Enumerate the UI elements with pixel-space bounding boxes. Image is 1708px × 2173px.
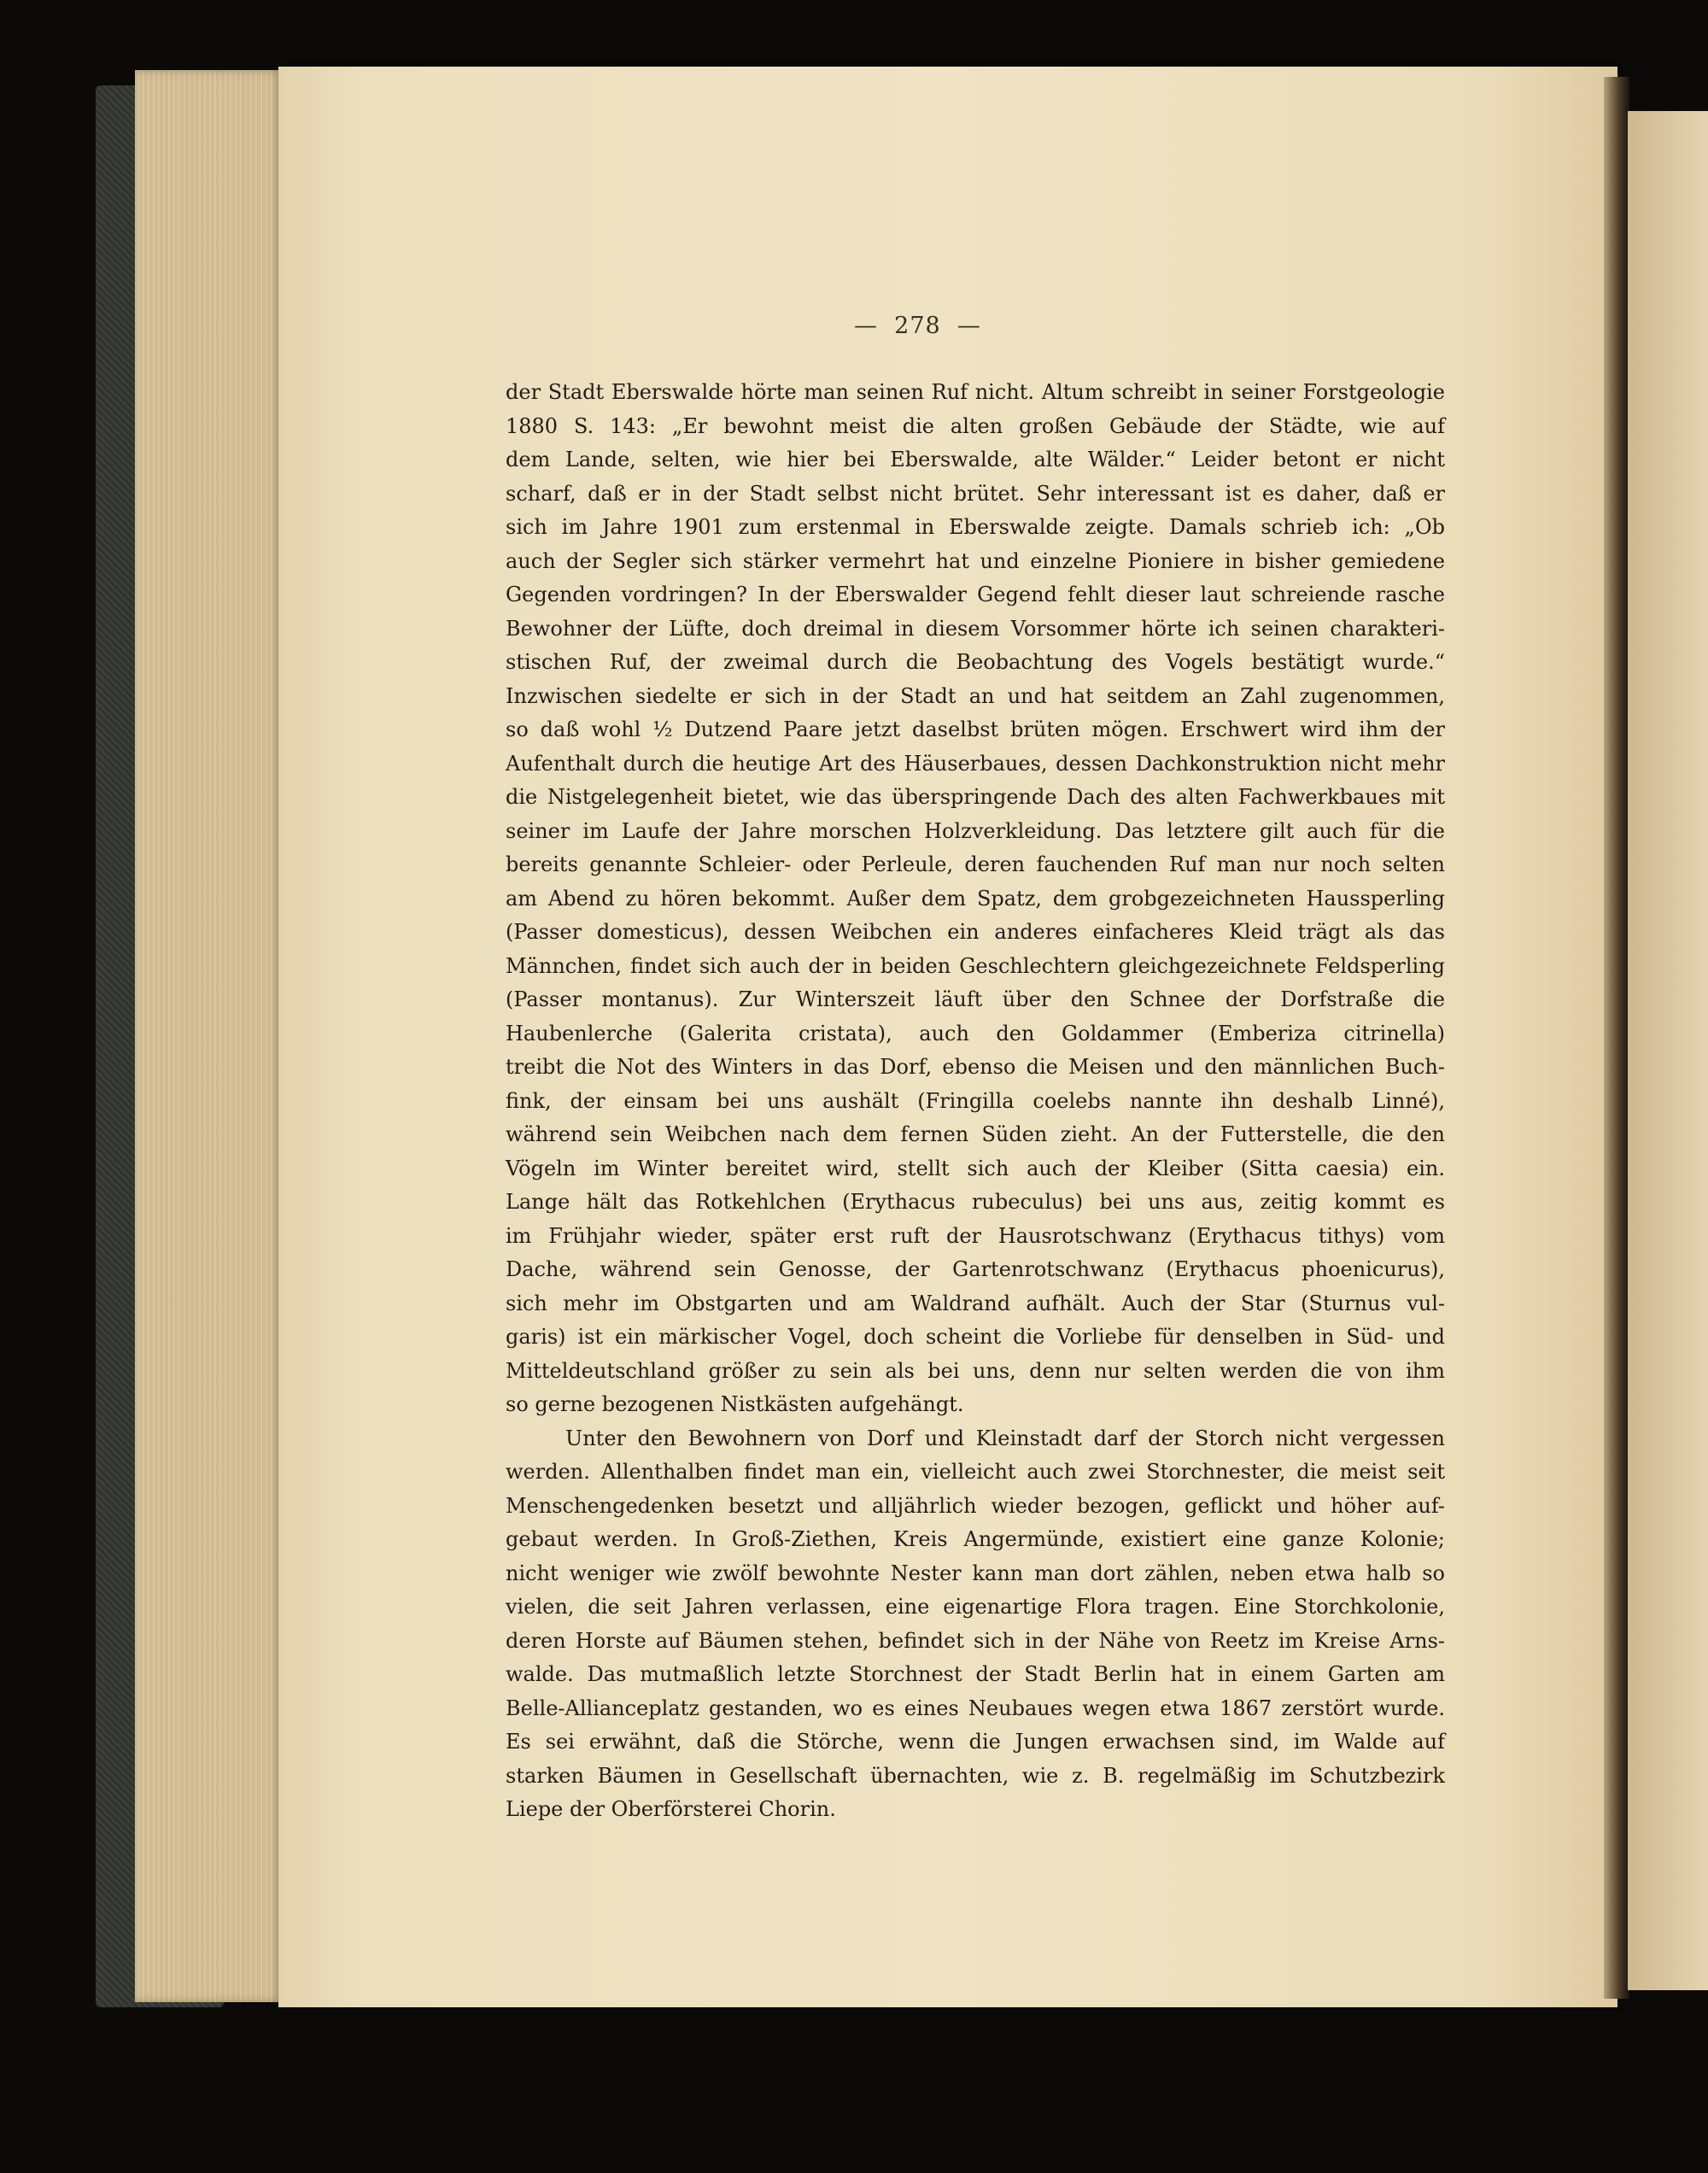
text-line: Inzwischen siedelte er sich in der Stadt an und hat seitdem an Zahl zugenommen, — [506, 683, 1445, 708]
body-text — [506, 376, 1445, 1827]
text-line: Vögeln im Winter bereitet wird, stellt sich auch der Kleiber (Sitta caesia) ein. — [506, 1156, 1445, 1180]
text-line: walde. Das mutmaßlich letzte Storchnest der Stadt Berlin hat in einem Garten am — [506, 1662, 1445, 1686]
text-line: garis) ist ein märkischer Vogel, doch scheint die Vorliebe für denselben in Süd- und — [506, 1325, 1445, 1349]
book-gutter — [1604, 77, 1629, 1999]
text-line: Dache, während sein Genosse, der Gartenrotschwanz (Erythacus phoenicurus), — [506, 1257, 1445, 1281]
text-line: so daß wohl ½ Dutzend Paare jetzt daselbst brüten mögen. Erschwert wird ihm der — [506, 718, 1445, 741]
text-line: der Stadt Eberswalde hörte man seinen Ruf nicht. Altum schreibt in seiner Forstgeologie — [506, 380, 1445, 404]
text-line: deren Horste auf Bäumen stehen, befindet sich in der Nähe von Reetz im Kreise Arns- — [506, 1628, 1445, 1653]
text-line: Mitteldeutschland größer zu sein als bei uns, denn nur selten werden die von ihm — [506, 1358, 1445, 1383]
text-line: Liepe der Oberförsterei Chorin. — [506, 1797, 836, 1821]
text-line: Aufenthalt durch die heutige Art des Häuserbaues, dessen Dachkonstruktion nicht mehr — [506, 751, 1445, 776]
text-line: scharf, daß er in der Stadt selbst nicht brütet. Sehr interessant ist es daher, daß er — [506, 481, 1445, 506]
text-line: Unter den Bewohnern von Dorf und Kleinstadt darf der Storch nicht vergessen — [565, 1426, 1445, 1450]
text-line: sich mehr im Obstgarten und am Waldrand aufhält. Auch der Star (Sturnus vul- — [506, 1291, 1445, 1315]
paragraph — [506, 376, 1445, 1422]
text-line: im Frühjahr wieder, später erst ruft der Hausrotschwanz (Erythacus tithys) vom — [506, 1223, 1445, 1248]
text-line: sich im Jahre 1901 zum erstenmal in Eberswalde zeigte. Damals schrieb ich: „Ob — [506, 515, 1445, 539]
text-line: auch der Segler sich stärker vermehrt hat und einzelne Pioniere in bisher gemiedene — [506, 548, 1445, 573]
text-line: nicht weniger wie zwölf bewohnte Nester kann man dort zählen, neben etwa halb so — [506, 1561, 1445, 1585]
text-line: Gegenden vordringen? In der Eberswalder Gegend fehlt dieser laut schreiende rasche — [506, 583, 1445, 606]
text-line: vielen, die seit Jahren verlassen, eine eigenartige Flora tragen. Eine Storchkolonie, — [506, 1595, 1445, 1619]
text-line: treibt die Not des Winters in das Dorf, ebenso die Meisen und den männlichen Buch- — [506, 1055, 1445, 1079]
text-line: Männchen, findet sich auch der in beiden Geschlechtern gleichgezeichnete Feldsperling — [506, 953, 1445, 978]
text-line: Bewohner der Lüfte, doch dreimal in diesem Vorsommer hörte ich seinen charakteri- — [506, 616, 1445, 641]
text-line: werden. Allenthalben findet man ein, vielleicht auch zwei Storchnester, die meist seit — [506, 1460, 1445, 1484]
text-line: starken Bäumen in Gesellschaft übernachten, wie z. B. regelmäßig im Schutzbezirk — [506, 1763, 1445, 1788]
text-line: so gerne bezogenen Nistkästen aufgehängt. — [506, 1392, 964, 1416]
text-line: Menschengedenken besetzt und alljährlich wieder bezogen, geflickt und höher auf- — [506, 1493, 1445, 1518]
text-line: gebaut werden. In Groß-Ziethen, Kreis Angermünde, existiert eine ganze Kolonie; — [506, 1527, 1445, 1551]
text-line: während sein Weibchen nach dem fernen Süden zieht. An der Futterstelle, die den — [506, 1122, 1445, 1146]
text-line: (Passer domesticus), dessen Weibchen ein anderes einfacheres Kleid trägt als das — [506, 920, 1445, 944]
text-line: Es sei erwähnt, daß die Störche, wenn die Jungen erwachsen sind, im Walde auf — [506, 1730, 1445, 1754]
text-line: Lange hält das Rotkehlchen (Erythacus rubeculus) bei uns aus, zeitig kommt es — [506, 1190, 1445, 1214]
text-line: Belle-Allianceplatz gestanden, wo es eines Neubaues wegen etwa 1867 zerstört wurde. — [506, 1696, 1445, 1720]
text-line: (Passer montanus). Zur Winterszeit läuft über den Schnee der Dorfstraße die — [506, 987, 1445, 1011]
text-line: am Abend zu hören bekommt. Außer dem Spatz, dem grobgezeichneten Haussperling — [506, 886, 1445, 911]
text-line: stischen Ruf, der zweimal durch die Beobachtung des Vogels bestätigt wurde.“ — [506, 650, 1445, 674]
facing-page-edge — [1628, 111, 1708, 1990]
page-stack-edge — [135, 70, 284, 2002]
text-line: bereits genannte Schleier- oder Perleule, deren fauchenden Ruf man nur noch selten — [506, 852, 1445, 876]
text-line: Haubenlerche (Galerita cristata), auch den Goldammer (Emberiza citrinella) — [506, 1021, 1445, 1046]
paragraphs — [506, 376, 1445, 1827]
page-number: — 278 — — [854, 313, 981, 339]
text-line: fink, der einsam bei uns aushält (Fringilla coelebs nannte ihn deshalb Linné), — [506, 1088, 1445, 1113]
text-line: die Nistgelegenheit bietet, wie das überspringende Dach des alten Fachwerkbaues mit — [506, 785, 1445, 809]
text-line: dem Lande, selten, wie hier bei Eberswalde, alte Wälder.“ Leider betont er nicht — [506, 448, 1445, 472]
paragraph — [506, 1422, 1445, 1827]
text-line: 1880 S. 143: „Er bewohnt meist die alten großen Gebäude der Städte, wie auf — [506, 413, 1445, 438]
text-line: seiner im Laufe der Jahre morschen Holzverkleidung. Das letztere gilt auch für die — [506, 818, 1445, 843]
